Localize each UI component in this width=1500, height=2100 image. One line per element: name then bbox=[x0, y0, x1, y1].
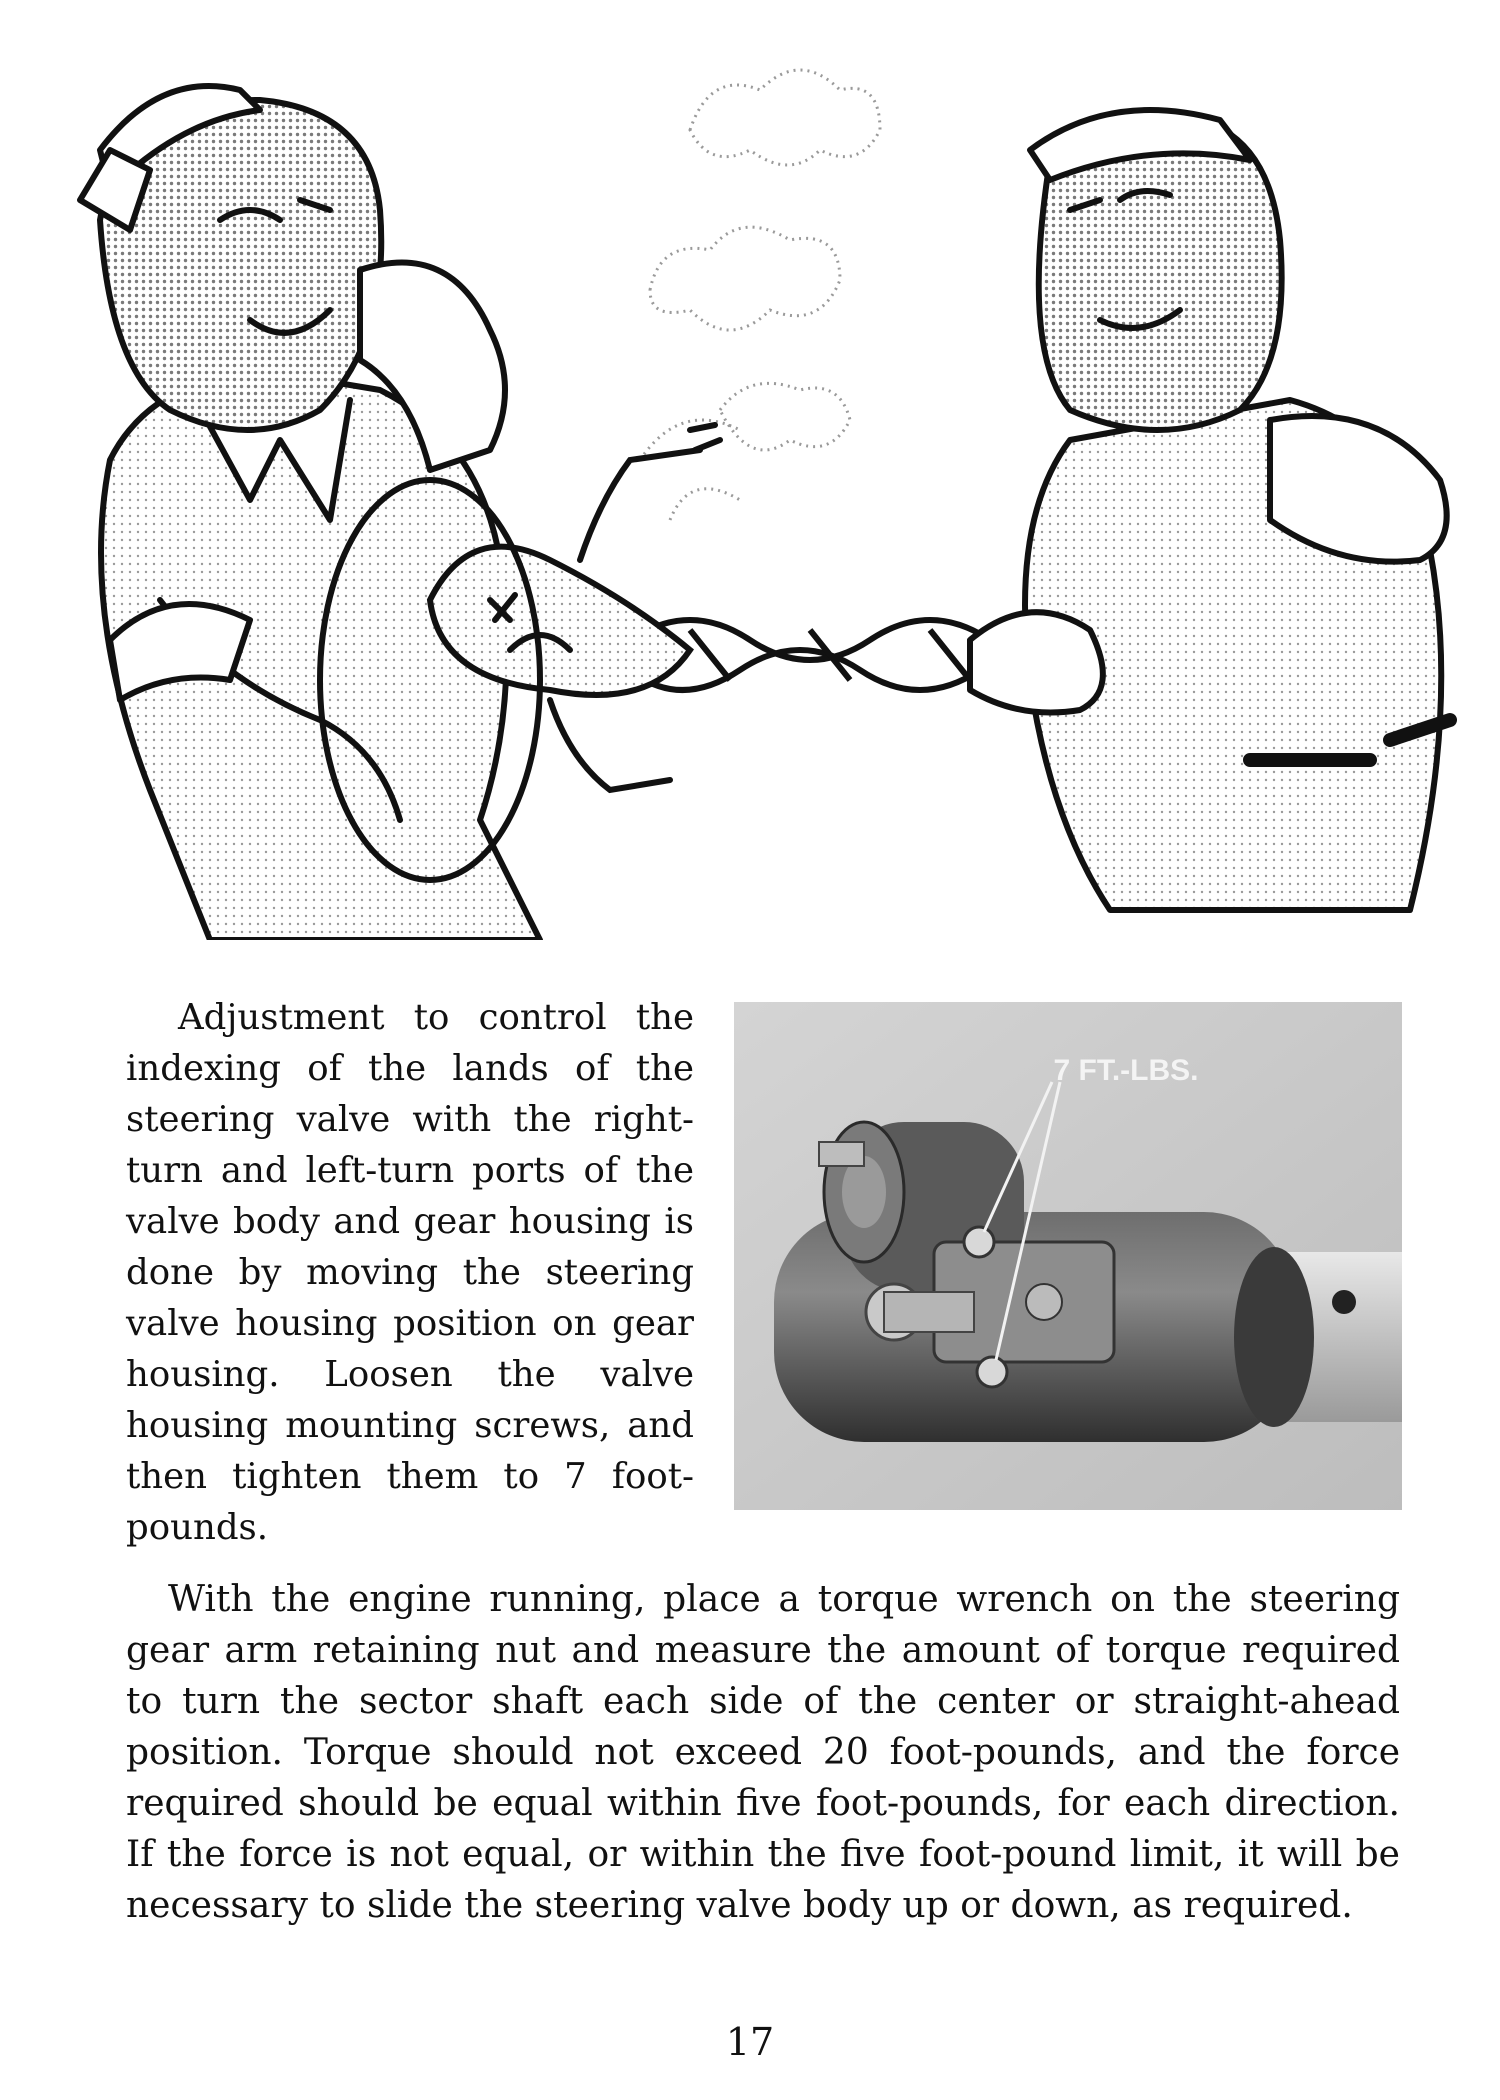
mounting-screw-upper bbox=[964, 1227, 994, 1257]
steering-gear-photo bbox=[734, 1002, 1402, 1510]
torque-label: 7 FT.-LBS. bbox=[1053, 1054, 1199, 1087]
body-paragraph-1: Adjustment to control the indexing of the lands of the steering valve with the rightturn and left-turn ports of the valve body and gear housing is done by moving the steering valve housing position on gear housing. Loosen the valve housing mounting screws, and then tighten them to 7 footpounds. bbox=[126, 997, 694, 1548]
right-mechanic bbox=[970, 110, 1450, 910]
body-paragraph-2: With the engine running, place a torque wrench on the steering gear arm retaining nut and measure the amount of torque required to turn the sector shaft each side of the center or straight-ahead position. Torque should not exceed 20 foot-pounds, and the force required should be equal within five foot-pounds, for each direction. If the force is not equal, or within the five foot-pound limit, it will be necessary to slide the steering valve body up or down, as required. bbox=[126, 1579, 1400, 1926]
left-mechanic bbox=[80, 86, 540, 940]
page-number: 17 bbox=[725, 2020, 775, 2064]
mounting-screw-lower bbox=[977, 1357, 1007, 1387]
cartoon-illustration bbox=[70, 40, 1480, 940]
